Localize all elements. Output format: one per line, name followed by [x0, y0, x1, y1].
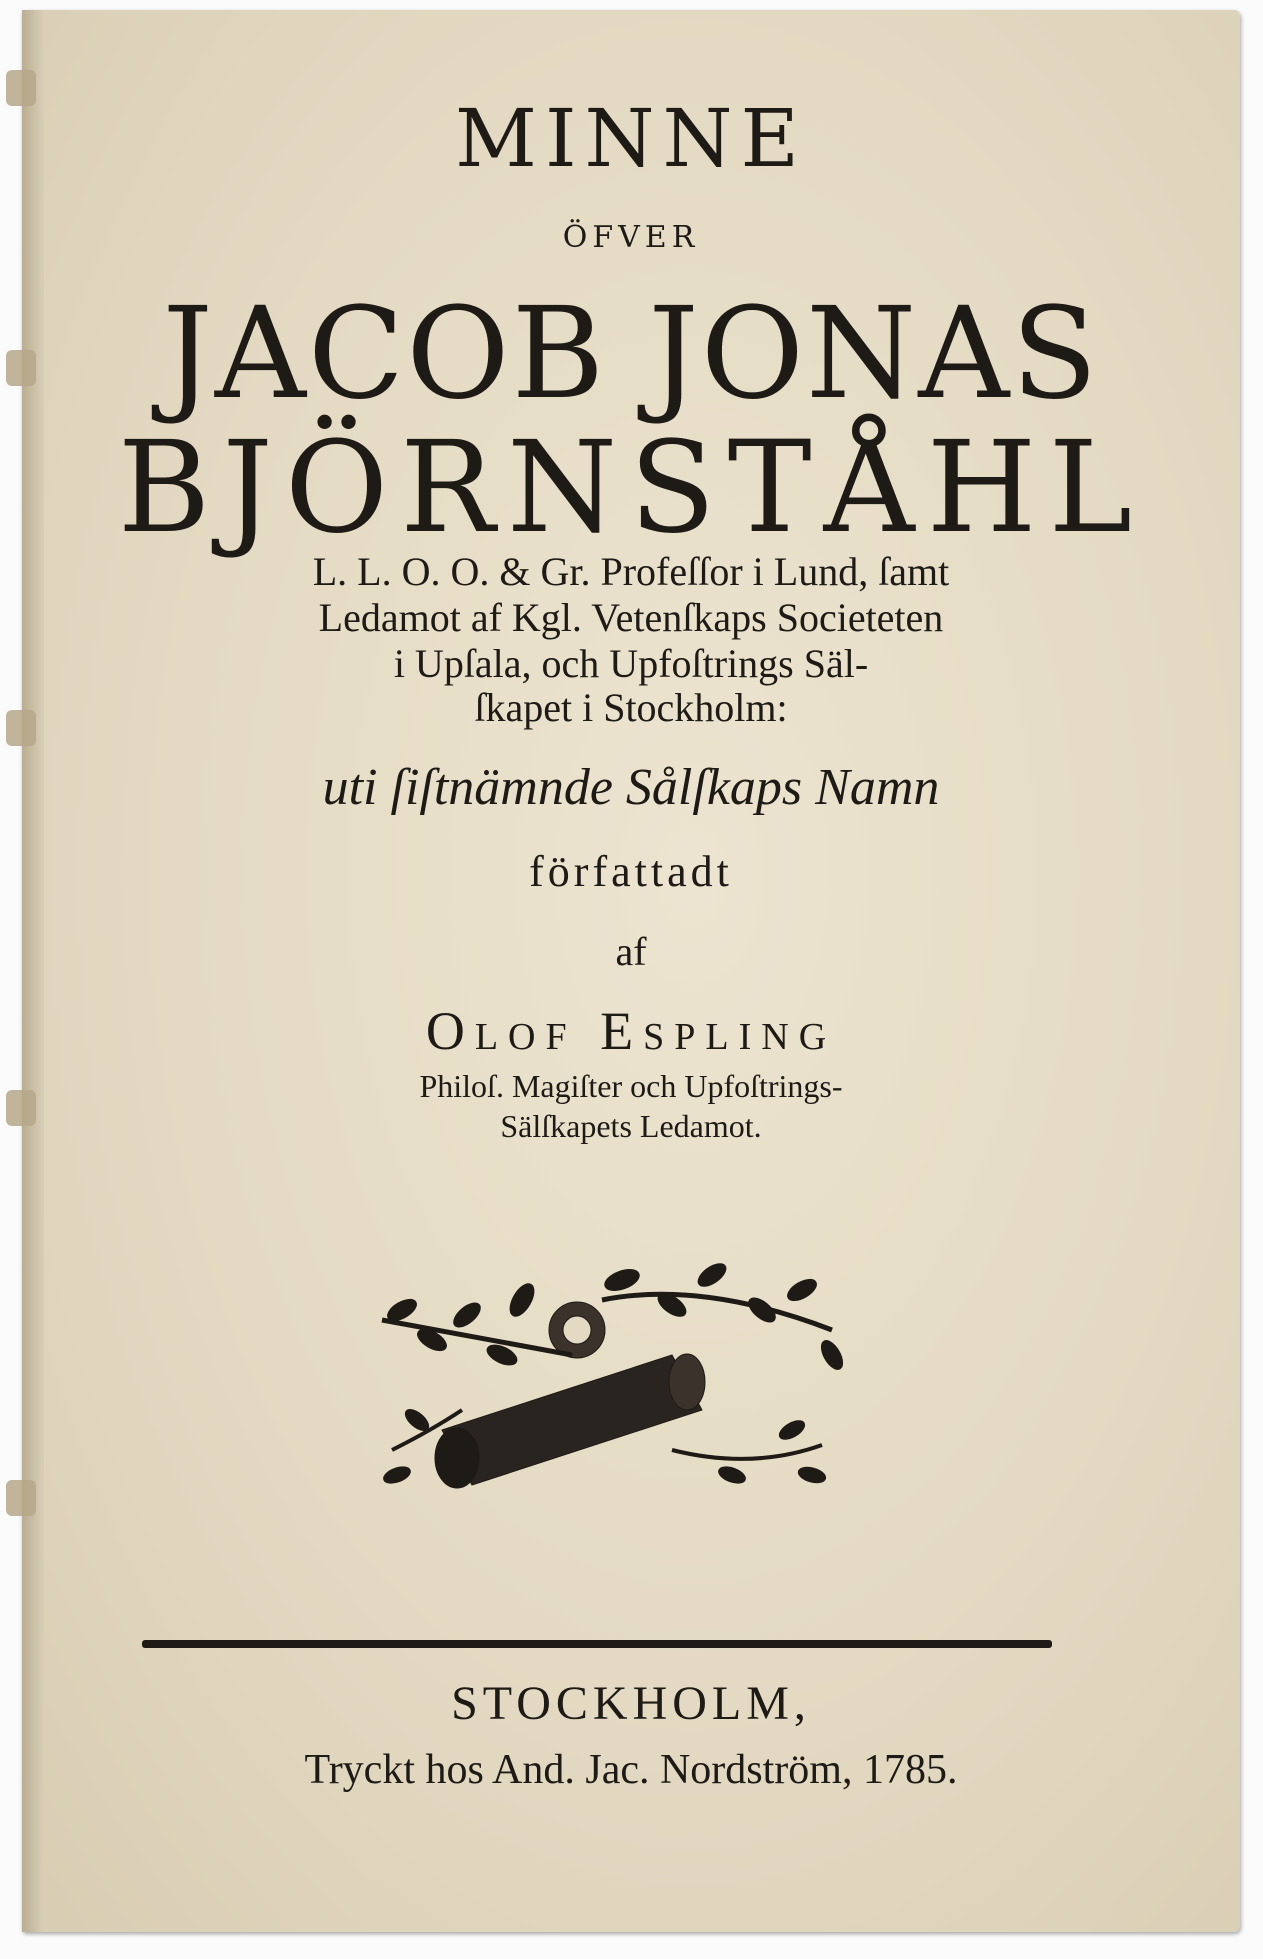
subtitle-line: ſkapet i Stockholm: [474, 685, 788, 730]
title-minne: MINNE [455, 92, 807, 185]
imprint-printer: Tryckt hos And. Jac. Nordström, 1785. [304, 1747, 958, 1793]
horizontal-rule [142, 1640, 1052, 1648]
title-name-line2: BJÖRNSTÅHL [117, 414, 1145, 561]
forfattadt-text: författadt [529, 847, 733, 896]
title-page [22, 10, 1240, 1932]
binding-stitch [6, 1480, 36, 1516]
author-credentials-line1: Philoſ. Magiſter och Upfoſtrings- [419, 1068, 843, 1104]
imprint-city: STOCKHOLM, [451, 1677, 811, 1730]
af-text: af [615, 929, 647, 974]
title-ofver: ÖFVER [562, 220, 700, 255]
floral-ornament-icon [372, 1260, 862, 1510]
subtitle-line: L. L. O. O. & Gr. Profeſſor i Lund, ſamt [312, 549, 950, 594]
society-name-line: uti ſiſtnämnde Sålſkaps Namn [322, 759, 940, 816]
author-credentials-line2: Sälſkapets Ledamot. [500, 1108, 762, 1144]
subtitle-line: Ledamot af Kgl. Vetenſkaps Societeten [318, 595, 944, 640]
author-name: Olof Espling [425, 1001, 837, 1061]
title-name-line1: JACOB JONAS [162, 280, 1100, 427]
subtitle-line: i Upſala, och Upfoſtrings Säl- [393, 641, 869, 686]
